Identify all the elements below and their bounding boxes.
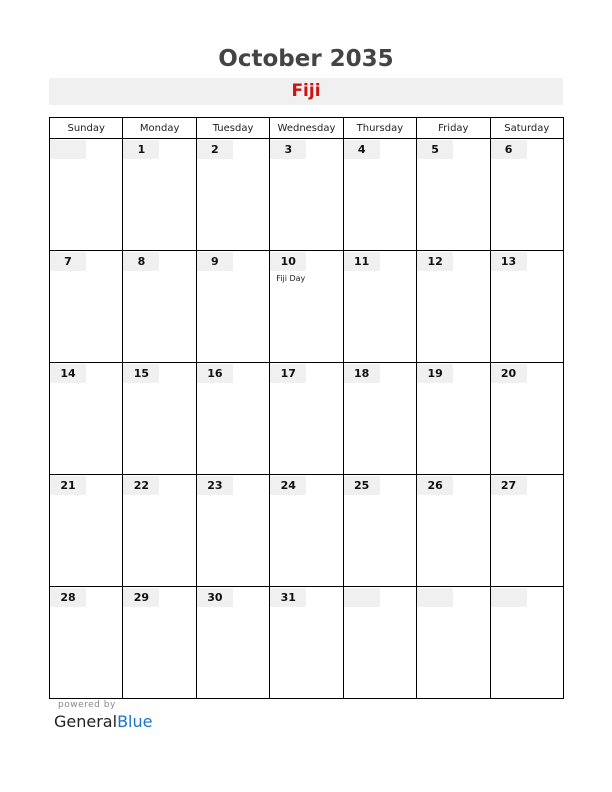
day-number: 20 [491, 364, 527, 383]
day-number: 2 [197, 140, 233, 159]
country-label: Fiji [49, 78, 563, 105]
day-number: 15 [123, 364, 159, 383]
day-cell[interactable] [123, 363, 196, 475]
day-cell[interactable] [50, 251, 123, 363]
day-number: 25 [344, 476, 380, 495]
day-number: 22 [123, 476, 159, 495]
page-title: October 2035 [218, 46, 394, 72]
day-cell[interactable] [343, 475, 416, 587]
day-cell[interactable] [417, 139, 490, 251]
day-cell[interactable] [50, 139, 123, 251]
day-cell[interactable] [343, 587, 416, 699]
day-number [491, 588, 527, 607]
day-number: 23 [197, 476, 233, 495]
day-cell[interactable] [196, 587, 269, 699]
day-number: 1 [123, 140, 159, 159]
day-cell[interactable] [270, 363, 343, 475]
day-number: 28 [50, 588, 86, 607]
day-cell[interactable] [417, 475, 490, 587]
weekday-header: Saturday [490, 118, 563, 139]
day-number: 19 [417, 364, 453, 383]
powered-by-text: powered by [58, 700, 116, 710]
day-cell[interactable] [123, 475, 196, 587]
day-cell[interactable] [50, 587, 123, 699]
day-cell[interactable] [123, 139, 196, 251]
day-cell[interactable] [343, 251, 416, 363]
day-number: 18 [344, 364, 380, 383]
day-cell[interactable] [490, 587, 563, 699]
day-cell[interactable] [270, 587, 343, 699]
day-number [417, 588, 453, 607]
day-number: 11 [344, 252, 380, 271]
day-number: 9 [197, 252, 233, 271]
day-number: 7 [50, 252, 86, 271]
weekday-header: Wednesday [270, 118, 343, 139]
day-cell[interactable] [50, 475, 123, 587]
day-number: 4 [344, 140, 380, 159]
day-cell[interactable] [490, 363, 563, 475]
day-cell[interactable] [123, 587, 196, 699]
weekday-header: Monday [123, 118, 196, 139]
weekday-header: Tuesday [196, 118, 269, 139]
week-row [50, 251, 564, 363]
day-cell[interactable] [123, 251, 196, 363]
day-cell[interactable] [196, 363, 269, 475]
day-cell[interactable] [490, 251, 563, 363]
day-number: 13 [491, 252, 527, 271]
day-number: 26 [417, 476, 453, 495]
week-row [50, 363, 564, 475]
day-cell[interactable] [417, 363, 490, 475]
day-number: 14 [50, 364, 86, 383]
day-cell[interactable] [343, 363, 416, 475]
day-cell[interactable] [196, 251, 269, 363]
day-number: 30 [197, 588, 233, 607]
day-number: 27 [491, 476, 527, 495]
day-number: 3 [270, 140, 306, 159]
day-number: 16 [197, 364, 233, 383]
day-number [344, 588, 380, 607]
day-number: 10 [270, 252, 306, 271]
week-row [50, 139, 564, 251]
day-cell[interactable] [417, 587, 490, 699]
week-row [50, 475, 564, 587]
day-cell[interactable] [270, 139, 343, 251]
day-number: 21 [50, 476, 86, 495]
day-number: 6 [491, 140, 527, 159]
week-row [50, 587, 564, 699]
day-cell[interactable] [490, 475, 563, 587]
brand-blue: Blue [117, 712, 153, 731]
day-number: 8 [123, 252, 159, 271]
day-number [50, 140, 86, 159]
weekday-header-row [50, 118, 564, 139]
day-cell[interactable] [270, 475, 343, 587]
day-cell[interactable] [490, 139, 563, 251]
brand-general: General [54, 712, 118, 731]
day-cell[interactable] [270, 251, 343, 363]
day-number: 29 [123, 588, 159, 607]
day-cell[interactable] [417, 251, 490, 363]
day-number: 17 [270, 364, 306, 383]
calendar-grid [49, 117, 564, 699]
weekday-header: Friday [417, 118, 490, 139]
weekday-header: Sunday [50, 118, 123, 139]
day-number: 5 [417, 140, 453, 159]
day-number: 31 [270, 588, 306, 607]
weekday-header: Thursday [343, 118, 416, 139]
day-cell[interactable] [50, 363, 123, 475]
day-number: 24 [270, 476, 306, 495]
day-cell[interactable] [196, 139, 269, 251]
day-cell[interactable] [196, 475, 269, 587]
brand-logo[interactable] [54, 712, 152, 731]
day-number: 12 [417, 252, 453, 271]
holiday-label: Fiji Day [276, 274, 306, 283]
day-cell[interactable] [343, 139, 416, 251]
